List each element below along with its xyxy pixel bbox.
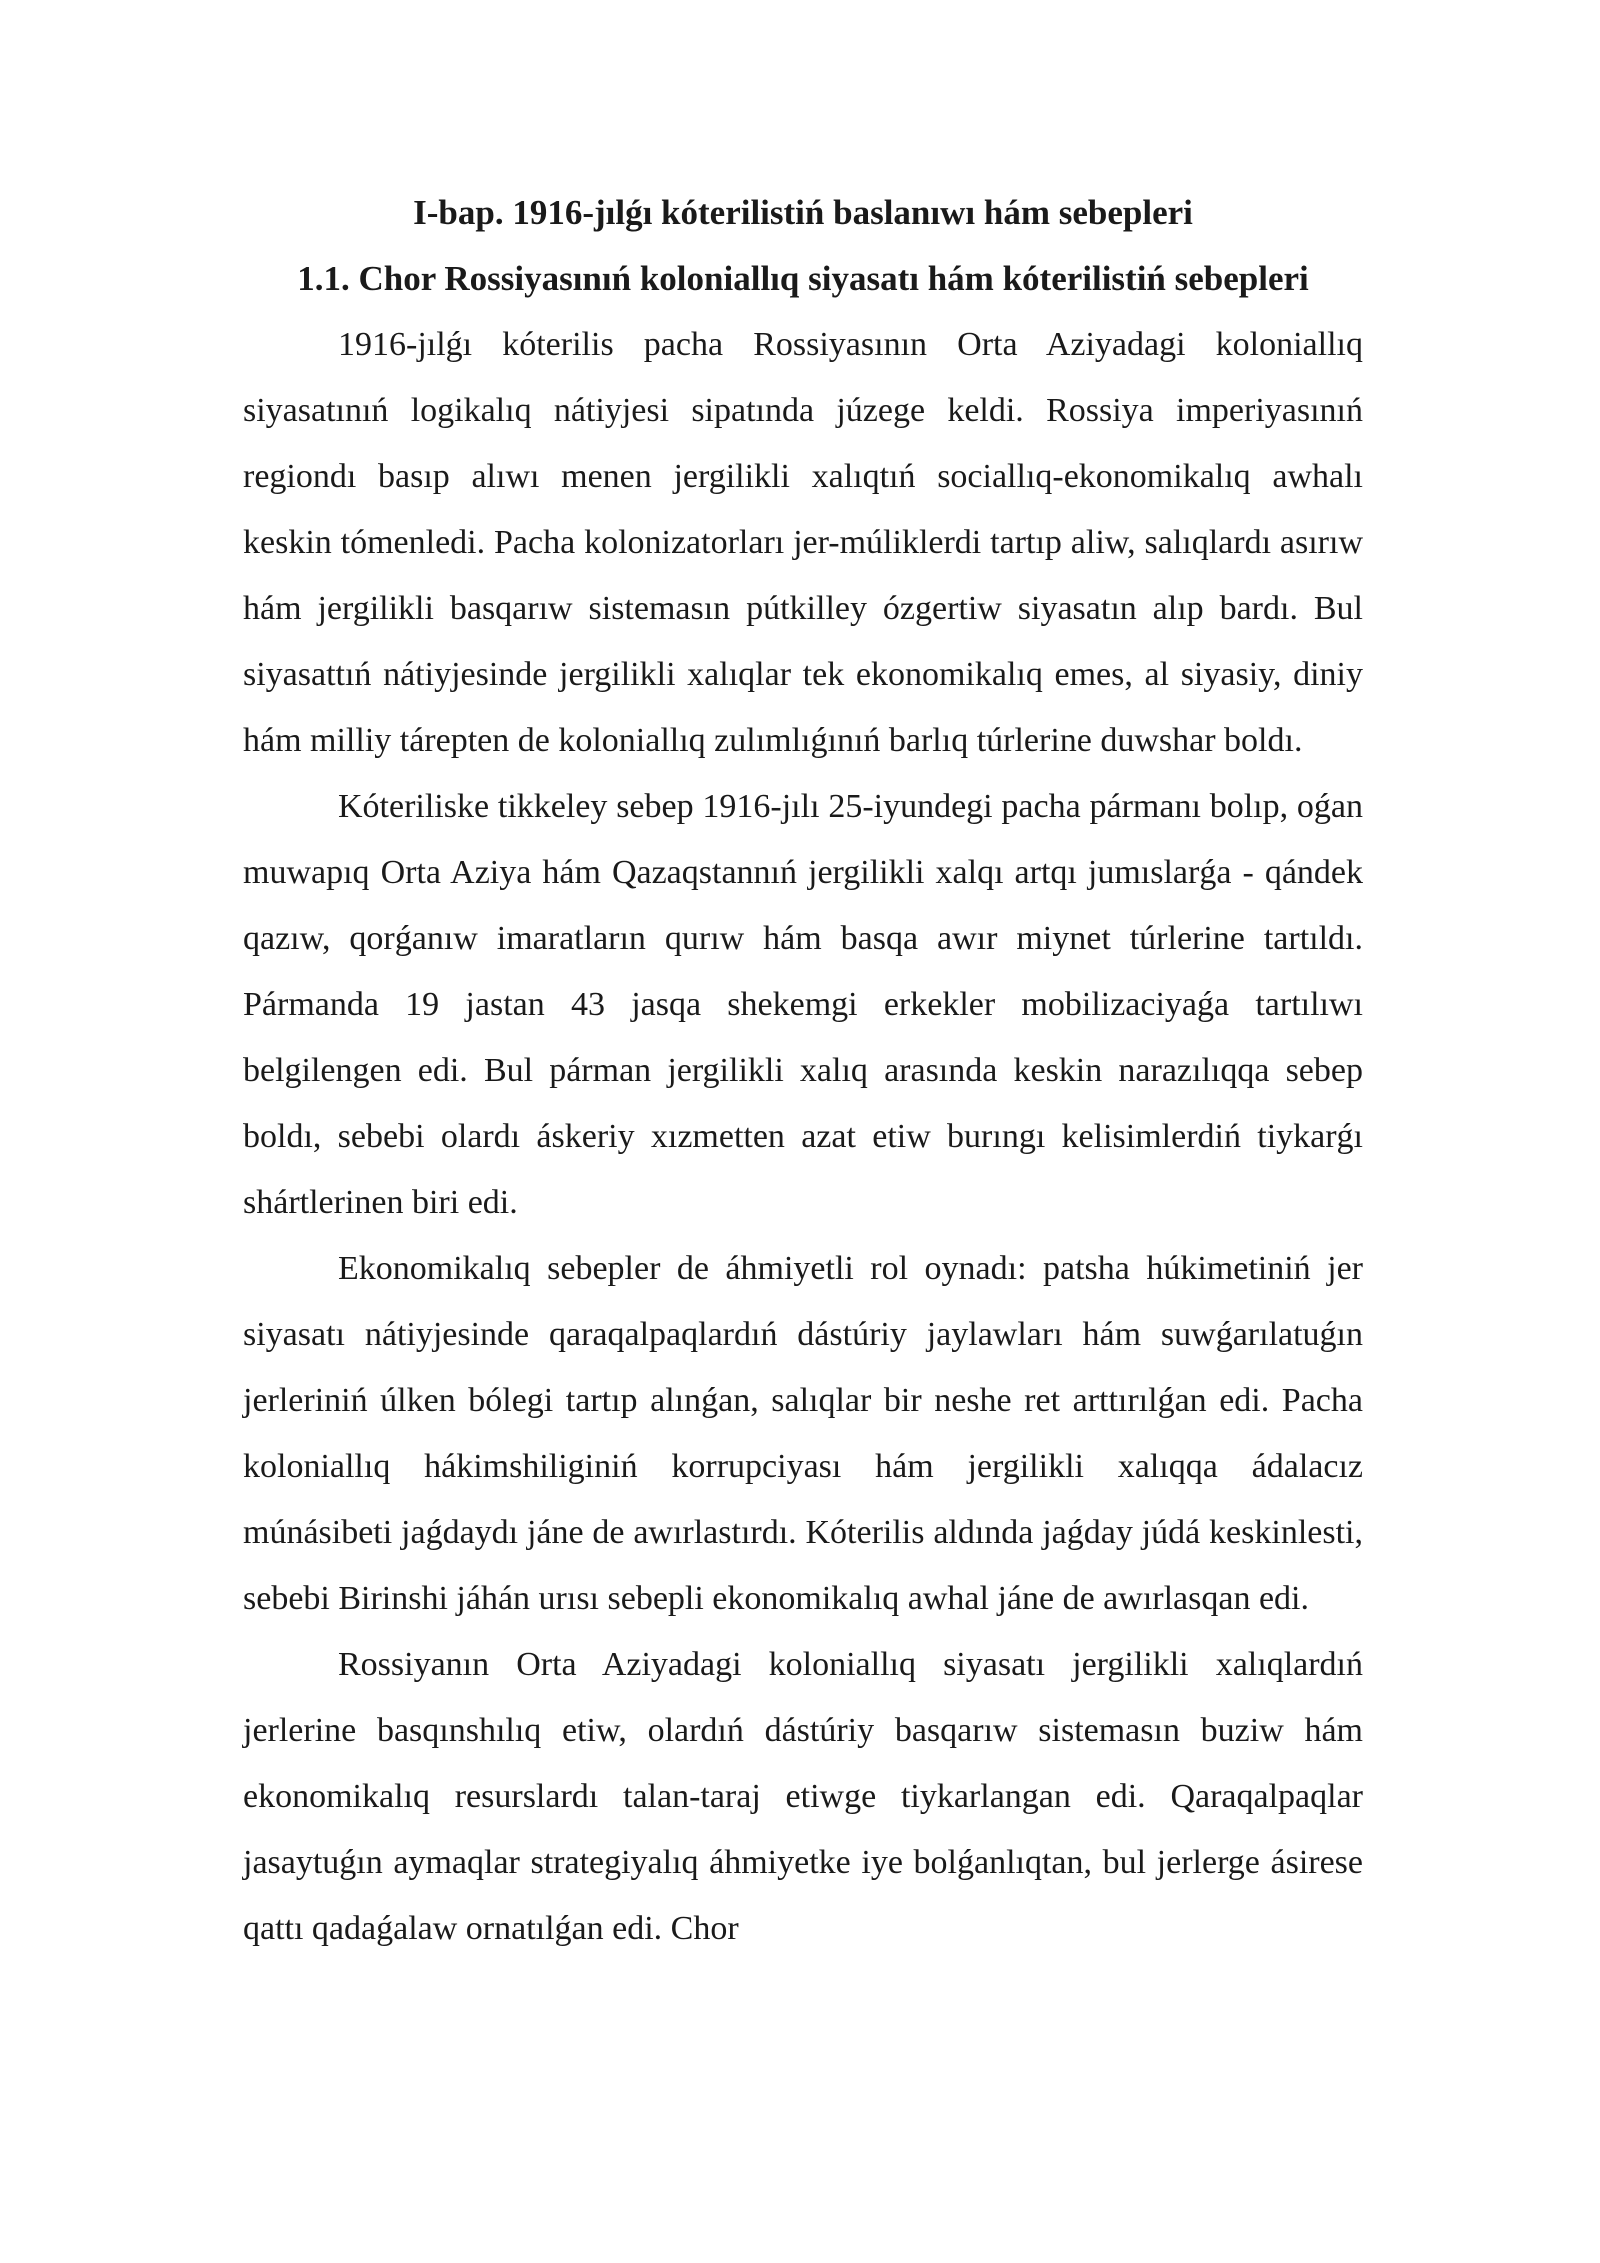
paragraph: 1916-jılǵı kóterilis pacha Rossiyasının Orta Aziyadagi koloniallıq siyasatınıń logikalıq nátiyjesi sipatında júzege keldi. Rossiya imperiyasınıń regiondı basıp alıwı menen jergilikli xalıqtıń sociallıq-ekonomikalıq awhalı keskin tómenledi. Pacha kolonizatorları jer-múliklerdi tartıp aliw, salıqlardı asırıw hám jergilikli basqarıw sistemasın pútkilley ózgertiw siyasatın alıp bardı. Bul siyasattıń nátiyjesinde jergilikli xalıqlar tek ekonomikalıq emes, al siyasiy, diniy hám milliy tárepten de koloniallıq zulımlıǵınıń barlıq túrlerine duwshar boldı.: [243, 326, 1363, 759]
section-title: 1.1. Chor Rossiyasınıń koloniallıq siyasatı hám kóterilistiń sebepleri: [297, 259, 1309, 298]
paragraph: Kóteriliske tikkeley sebep 1916-jılı 25-iyundegi pacha pármanı bolıp, oǵan muwapıq Orta Aziya hám Qazaqstannıń jergilikli xalqı artqı jumıslarǵa - qándek qazıw, qorǵanıw imaratların qurıw hám basqa awır miynet túrlerine tartıldı. Pármanda 19 jastan 43 jasqa shekemgi erkekler mobilizaciyaǵa tartılıwı belgilengen edi. Bul párman jergilikli xalıq arasında keskin narazılıqqa sebep boldı, sebebi olardı áskeriy xızmetten azat etiw burıngı kelisimlerdiń tiykarǵı shártlerinen biri edi.: [243, 788, 1363, 1221]
paragraph: Rossiyanın Orta Aziyadagi koloniallıq siyasatı jergilikli xalıqlardıń jerlerine basqınshılıq etiw, olardıń dástúriy basqarıw sistemasın buziw hám ekonomikalıq resurslardı talan-taraj etiwge tiykarlangan edi. Qaraqalpaqlar jasaytuǵın aymaqlar strategiyalıq áhmiyetke iye bolǵanlıqtan, bul jerlerge ásirese qattı qadaǵalaw ornatılǵan edi. Chor: [243, 1646, 1363, 1947]
chapter-title: I-bap. 1916-jılǵı kóterilistiń baslanıwı hám sebepleri: [413, 193, 1193, 232]
document-page: [243, 180, 1363, 1962]
paragraph: Ekonomikalıq sebepler de áhmiyetli rol oynadı: patsha húkimetiniń jer siyasatı nátiyjesinde qaraqalpaqlardıń dástúriy jaylawları hám suwǵarılatuǵın jerleriniń úlken bólegi tartıp alınǵan, salıqlar bir neshe ret arttırılǵan edi. Pacha koloniallıq hákimshiliginiń korrupciyası hám jergilikli xalıqqa ádalacız múnásibeti jaǵdaydı jáne de awırlastırdı. Kóterilis aldında jaǵday júdá keskinlesti, sebebi Birinshi jáhán urısı sebepli ekonomikalıq awhal jáne de awırlasqan edi.: [243, 1250, 1363, 1617]
